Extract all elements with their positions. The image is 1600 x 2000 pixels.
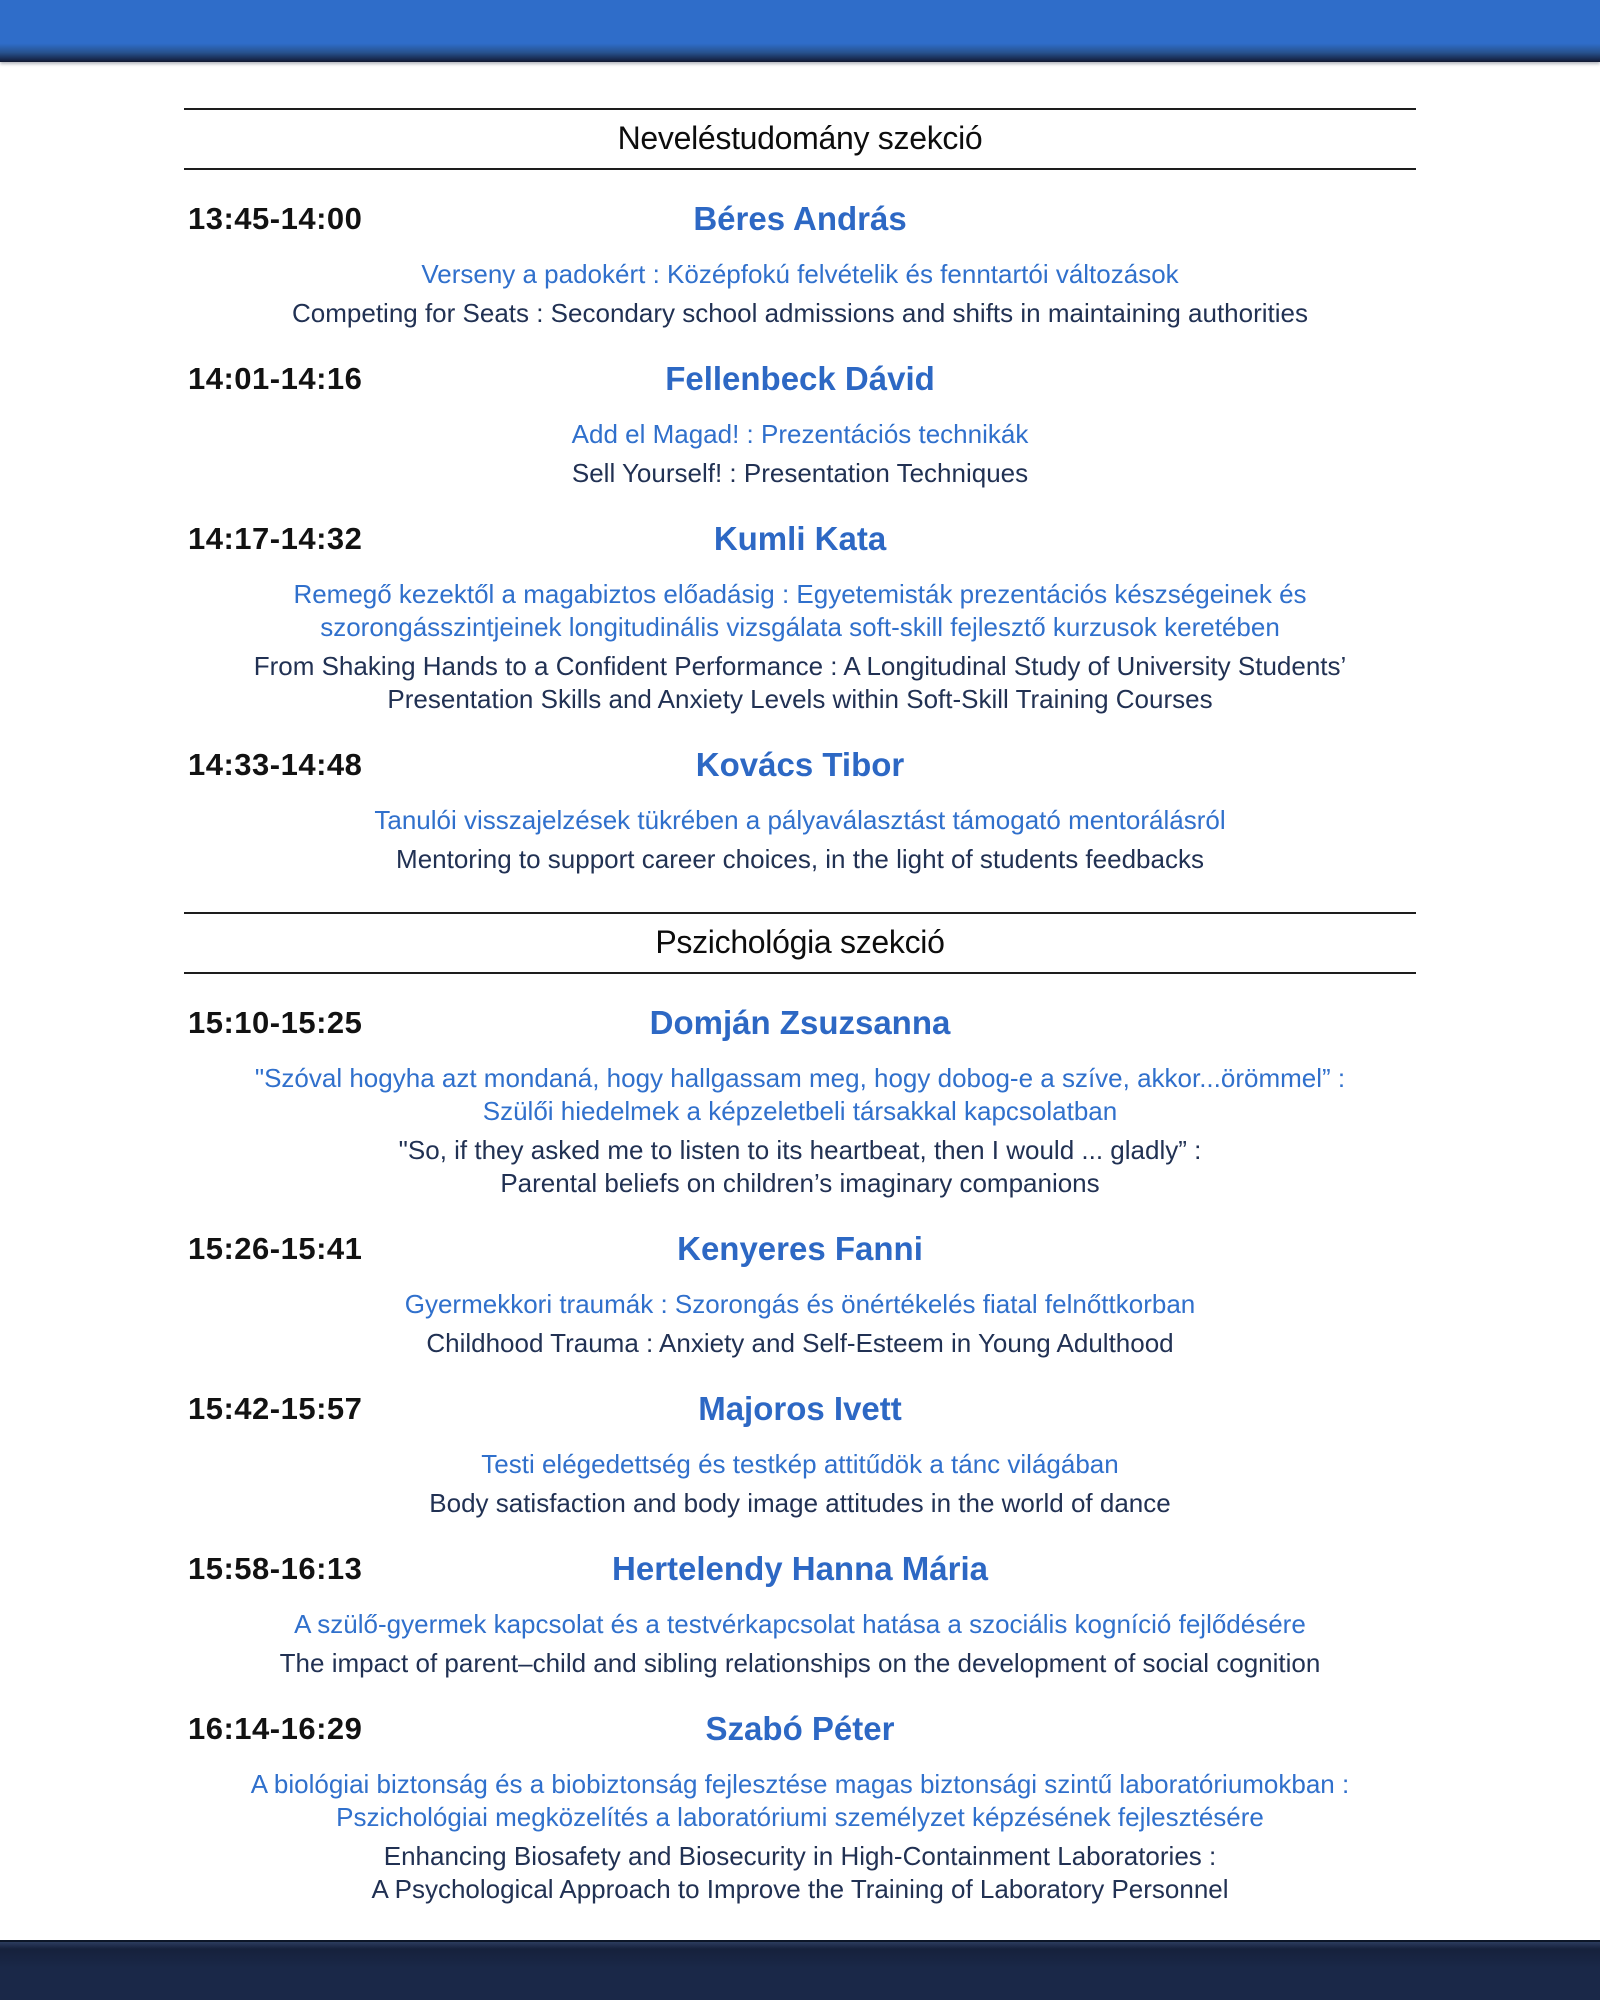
speaker-name: Szabó Péter [705,1710,895,1747]
title-english-line: The impact of parent–child and sibling relationships on the development of social cognition [279,1648,1321,1678]
title-english-line: "So, if they asked me to listen to its heartbeat, then I would ... gladly” : [398,1135,1202,1165]
session-time: 15:10-15:25 [188,1005,363,1040]
title-hungarian-line: Tanulói visszajelzések tükrében a pályaválasztást támogató mentorálásról [374,805,1226,835]
title-english-line: Parental beliefs on children’s imaginary companions [500,1168,1100,1198]
section-title: Pszichológia szekció [655,924,945,960]
title-hungarian-line: "Szóval hogyha azt mondaná, hogy hallgassam meg, hogy dobog-e a szíve, akkor...örömmel” : [254,1063,1346,1093]
title-hungarian [184,1062,1416,1128]
section-header [184,108,1416,170]
entry-row [184,1548,1416,1590]
session-time: 15:26-15:41 [188,1231,363,1266]
title-english-line: Mentoring to support career choices, in the light of students feedbacks [396,844,1204,874]
title-english-line: Childhood Trauma : Anxiety and Self-Esteem in Young Adulthood [426,1328,1174,1358]
title-hungarian-line: Pszichológiai megközelítés a laboratóriumi személyzet képzésének fejlesztésére [336,1802,1264,1832]
title-hungarian [184,1448,1416,1481]
session-time: 14:17-14:32 [188,521,363,556]
title-english [184,457,1416,490]
program-section [184,108,1416,876]
title-hungarian-line: Add el Magad! : Prezentációs technikák [571,419,1029,449]
title-english [184,843,1416,876]
speaker-name: Majoros Ivett [698,1390,902,1427]
title-hungarian-line: Testi elégedettség és testkép attitűdök a tánc világában [481,1449,1119,1479]
title-english-line: From Shaking Hands to a Confident Performance : A Longitudinal Study of University Students’ [253,651,1347,681]
title-english-line: Sell Yourself! : Presentation Techniques [571,458,1029,488]
title-hungarian-line: A szülő-gyermek kapcsolat és a testvérkapcsolat hatása a szociális kogníció fejlődésére [294,1609,1306,1639]
session-entry [184,744,1416,876]
title-hungarian [184,578,1416,644]
session-entry [184,1228,1416,1360]
title-english-line: Body satisfaction and body image attitudes in the world of dance [429,1488,1171,1518]
section-title: Neveléstudomány szekció [617,120,983,156]
title-hungarian [184,1768,1416,1834]
entry-row [184,358,1416,400]
title-hungarian [184,418,1416,451]
title-english [184,297,1416,330]
title-english-line: Enhancing Biosafety and Biosecurity in High-Containment Laboratories : [383,1841,1217,1871]
speaker-name: Kumli Kata [713,520,887,557]
entry-row [184,744,1416,786]
session-time: 15:42-15:57 [188,1391,363,1426]
title-hungarian [184,804,1416,837]
title-english-line: A Psychological Approach to Improve the Training of Laboratory Personnel [371,1874,1229,1904]
speaker-name: Kenyeres Fanni [677,1230,923,1267]
entry-row [184,1002,1416,1044]
conference-program [184,62,1416,1906]
title-hungarian-line: szorongásszintjeinek longitudinális vizsgálata soft-skill fejlesztő kurzusok keretében [320,612,1280,642]
session-entry [184,358,1416,490]
section-header [184,912,1416,974]
speaker-name: Béres András [693,200,907,237]
entry-row [184,198,1416,240]
title-english [184,1327,1416,1360]
session-entry [184,518,1416,716]
title-hungarian [184,1288,1416,1321]
speaker-name: Domján Zsuzsanna [649,1004,951,1041]
title-english [184,1487,1416,1520]
title-hungarian [184,1608,1416,1641]
entry-row [184,1708,1416,1750]
entry-row [184,1228,1416,1270]
session-entry [184,1548,1416,1680]
speaker-name: Kovács Tibor [695,746,905,783]
session-entry [184,1002,1416,1200]
session-time: 14:33-14:48 [188,747,363,782]
footer-bar [0,1940,1600,2000]
session-time: 13:45-14:00 [188,201,363,236]
header-bar [0,0,1600,62]
title-english [184,1840,1416,1906]
title-english-line: Competing for Seats : Secondary school admissions and shifts in maintaining authorities [292,298,1308,328]
session-time: 16:14-16:29 [188,1711,363,1746]
title-english [184,650,1416,716]
title-english-line: Presentation Skills and Anxiety Levels within Soft-Skill Training Courses [387,684,1213,714]
session-entry [184,1708,1416,1906]
session-time: 15:58-16:13 [188,1551,363,1586]
speaker-name: Hertelendy Hanna Mária [612,1550,988,1587]
title-hungarian [184,258,1416,291]
title-english [184,1134,1416,1200]
entry-row [184,518,1416,560]
session-entry [184,198,1416,330]
session-entry [184,1388,1416,1520]
title-hungarian-line: Verseny a padokért : Középfokú felvételik és fenntartói változások [421,259,1179,289]
title-hungarian-line: Gyermekkori traumák : Szorongás és önértékelés fiatal felnőttkorban [404,1289,1196,1319]
speaker-name: Fellenbeck Dávid [665,360,935,397]
session-time: 14:01-14:16 [188,361,363,396]
title-hungarian-line: Remegő kezektől a magabiztos előadásig : Egyetemisták prezentációs készségeinek és [293,579,1307,609]
title-english [184,1647,1416,1680]
program-section [184,912,1416,1906]
title-hungarian-line: A biológiai biztonság és a biobiztonság fejlesztése magas biztonsági szintű laboratóriumokban : [250,1769,1350,1799]
title-hungarian-line: Szülői hiedelmek a képzeletbeli társakkal kapcsolatban [482,1096,1118,1126]
entry-row [184,1388,1416,1430]
